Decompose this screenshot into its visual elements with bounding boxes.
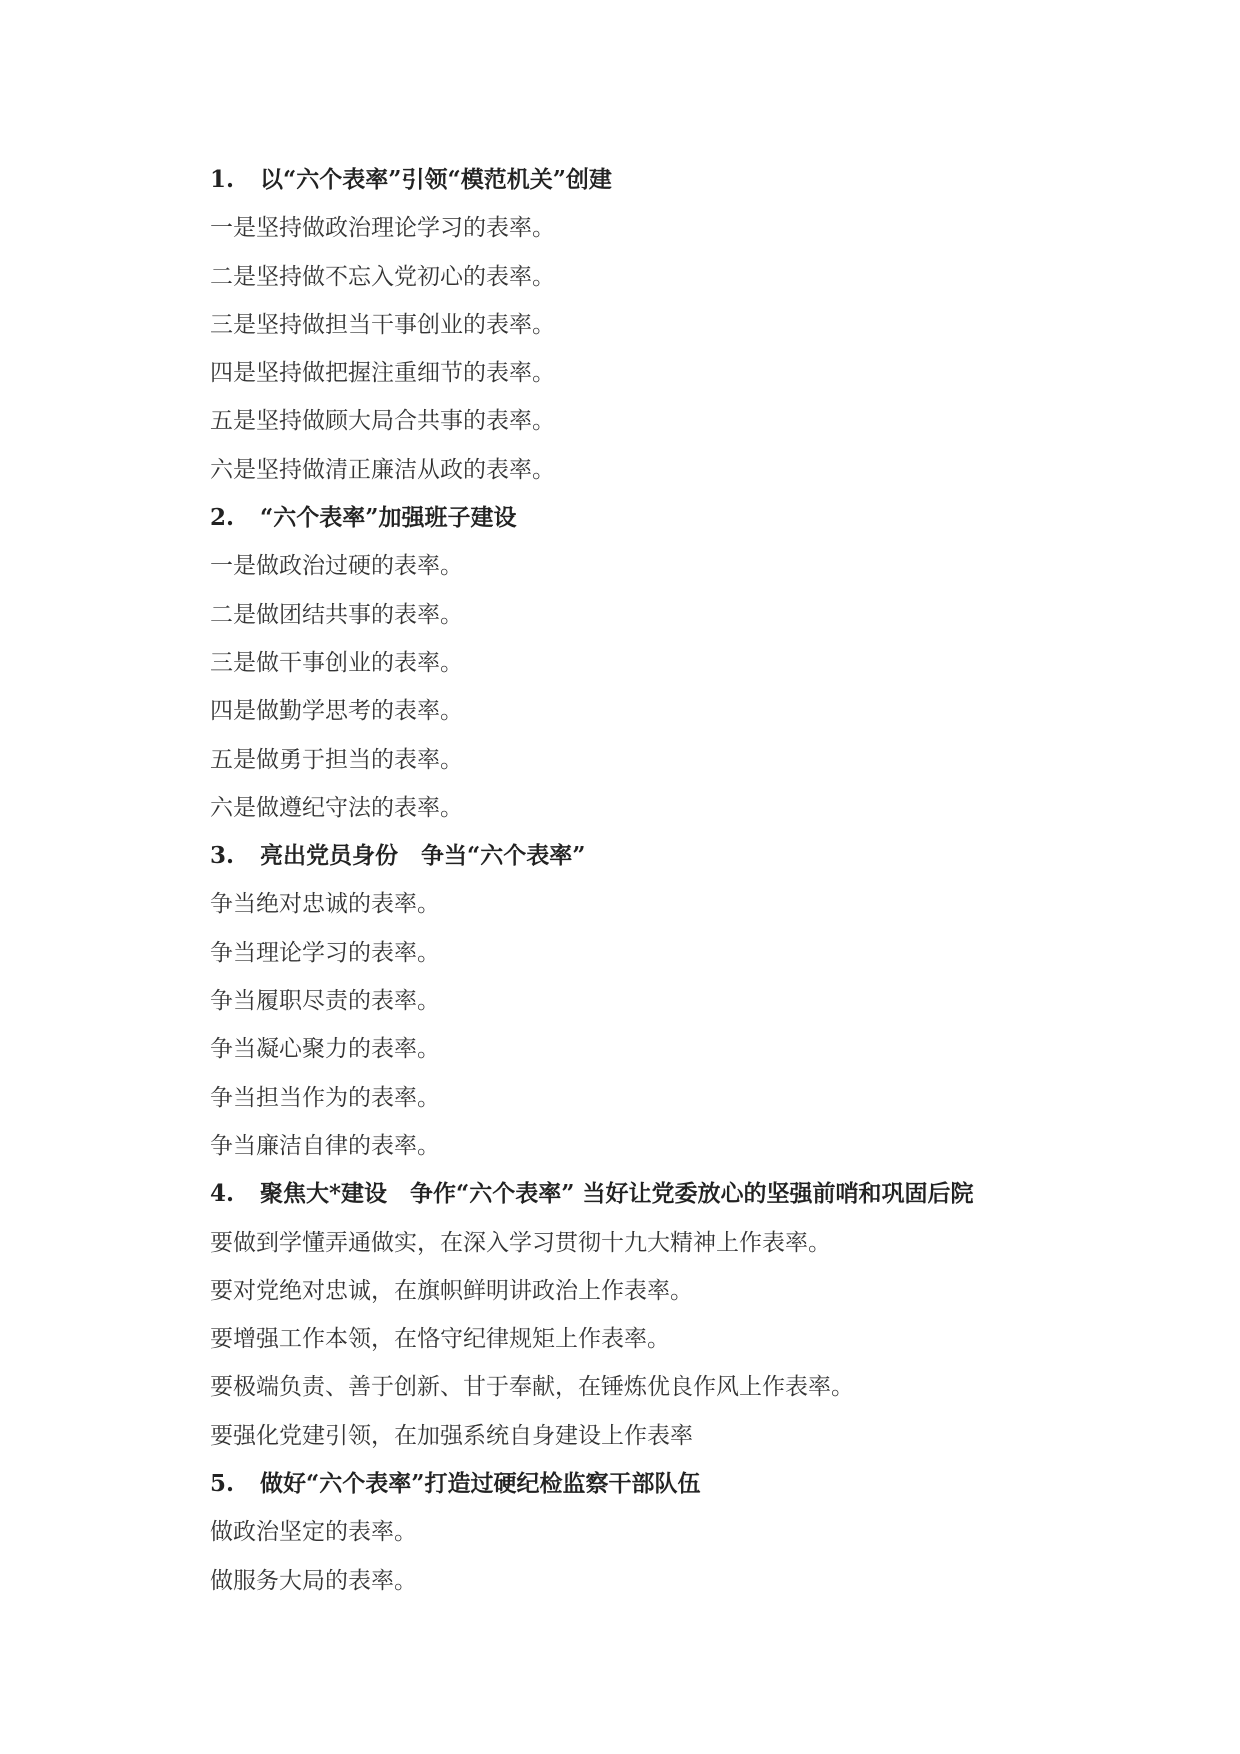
list-item: 争当理论学习的表率。 [210,939,440,966]
list-item: 争当凝心聚力的表率。 [210,1036,440,1063]
list-item: 要增强工作本领，在恪守纪律规矩上作表率。 [210,1326,670,1353]
list-item: 要对党绝对忠诚，在旗帜鲜明讲政治上作表率。 [210,1277,693,1304]
section-number: 5. [210,1470,235,1498]
list-item: 五是做勇于担当的表率。 [210,746,463,773]
list-item: 争当担当作为的表率。 [210,1084,440,1111]
list-item: 二是坚持做不忘入党初心的表率。 [210,263,555,290]
section-heading [210,494,1170,542]
section-heading [210,832,1170,880]
list-item: 一是坚持做政治理论学习的表率。 [210,215,555,242]
section-heading [210,156,1170,204]
list-item: 六是做遵纪守法的表率。 [210,794,463,821]
list-item: 要做到学懂弄通做实，在深入学习贯彻十九大精神上作表率。 [210,1229,831,1256]
section-title: 做好“六个表率”打造过硬纪检监察干部队伍 [260,1470,701,1498]
list-item: 做政治坚定的表率。 [210,1519,417,1546]
list-item: 五是坚持做顾大局合共事的表率。 [210,408,555,435]
section-title: 亮出党员身份 争当“六个表率” [260,842,586,870]
section-number: 2. [210,504,235,532]
section-heading [210,1460,1170,1508]
list-item: 二是做团结共事的表率。 [210,601,463,628]
list-item: 四是做勤学思考的表率。 [210,698,463,725]
document-body [210,156,1170,1605]
section-title: “六个表率”加强班子建设 [260,504,517,532]
section-heading [210,1170,1170,1218]
section-number: 3. [210,842,235,870]
list-item: 三是做干事创业的表率。 [210,649,463,676]
list-item: 做服务大局的表率。 [210,1567,417,1594]
section-number: 1. [210,166,235,193]
list-item: 要强化党建引领，在加强系统自身建设上作表率 [210,1422,693,1449]
list-item: 争当履职尽责的表率。 [210,988,440,1015]
list-item: 争当廉洁自律的表率。 [210,1132,440,1159]
list-item: 四是坚持做把握注重细节的表率。 [210,360,555,387]
section-title: 聚焦大*建设 争作“六个表率” 当好让党委放心的坚强前哨和巩固后院 [260,1180,974,1208]
list-item: 一是做政治过硬的表率。 [210,553,463,580]
section-number: 4. [210,1180,235,1208]
list-item: 六是坚持做清正廉洁从政的表率。 [210,456,555,483]
list-item: 争当绝对忠诚的表率。 [210,891,440,918]
list-item: 要极端负责、善于创新、甘于奉献，在锤炼优良作风上作表率。 [210,1374,854,1401]
section-title: 以“六个表率”引领“模范机关”创建 [260,166,612,193]
list-item: 三是坚持做担当干事创业的表率。 [210,311,555,338]
